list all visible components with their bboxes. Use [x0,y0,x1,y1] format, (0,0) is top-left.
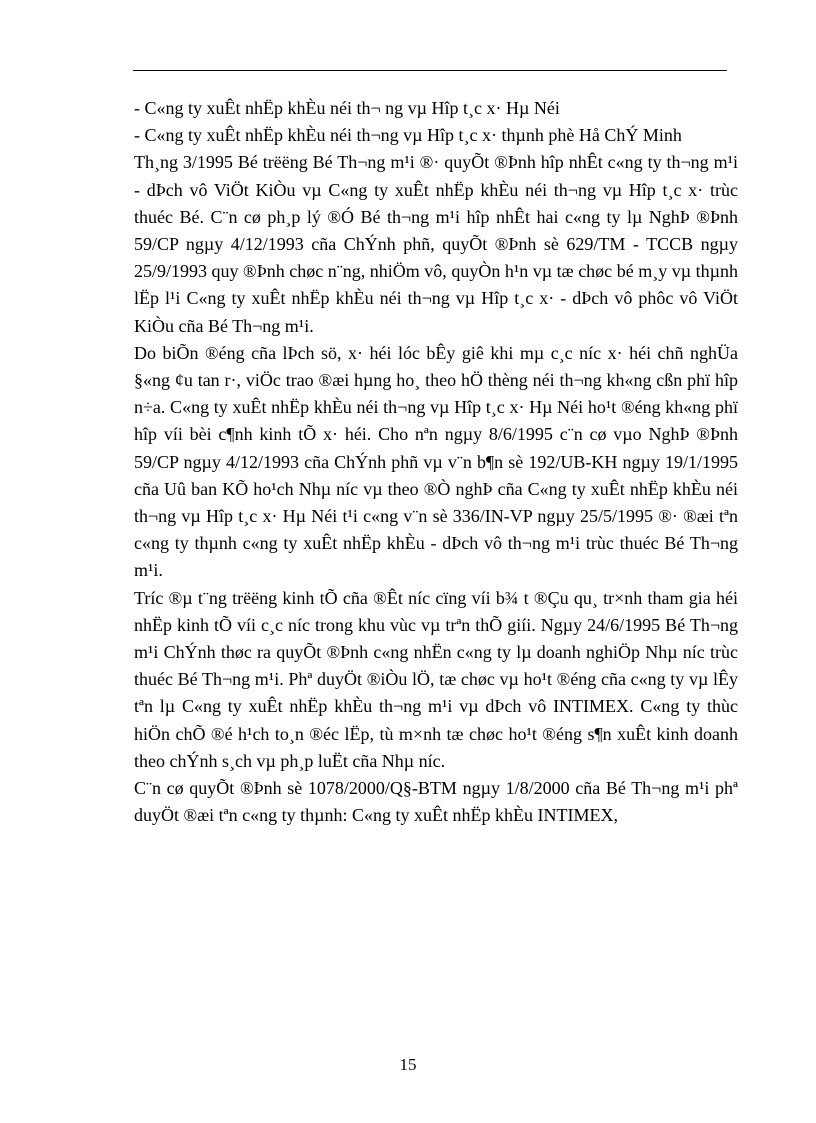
paragraph-bullet-1: - C«ng ty xuÊt nhËp khÈu néi th¬ ng vµ Hîp t¸c x· Hµ Néi [134,98,560,118]
page-number: 15 [399,1055,417,1074]
document-body [134,95,738,829]
header-rule [133,70,727,71]
paragraph-decision-2000: C¨n cø quyÕt ®Þnh sè 1078/2000/Q§-BTM ngµy 1/8/2000 cña Bé Th¬ng m¹i phª duyÖt ®æi tªn c«ng ty thµnh: C«ng ty xuÊt nhËp khÈu INTIMEX, [134,778,738,826]
paragraph-historical-change: Do biÕn ®éng cña lÞch sö, x· héi lóc bÊy giê khi mµ c¸c níc x· héi chñ nghÜa §«ng ¢u tan r·, viÖc trao ®æi hµng ho¸ theo hÖ thèng néi th¬ng kh«ng cßn phï hîp n÷a. C«ng ty xuÊt nhËp khÈu néi th¬ng vµ Hîp t¸c x· Hµ Néi ho¹t ®éng kh«ng phï hîp víi bèi c¶nh kinh tÕ x· héi. Cho nªn ngµy 8/6/1995 c¨n cø vµo NghÞ ®Þnh 59/CP ngµy 4/12/1993 cña ChÝnh phñ vµ v¨n b¶n sè 192/UB-KH ngµy 19/1/1995 cña Uû ban KÕ ho¹ch Nhµ níc vµ theo ®Ò nghÞ cña C«ng ty xuÊt nhËp khÈu néi th¬ng vµ Hîp t¸c x· Hµ Néi t¹i c«ng v¨n sè 336/IN-VP ngµy 25/5/1995 ®· ®æi tªn c«ng ty thµnh c«ng ty xuÊt nhËp khÈu - dÞch vô th¬ng m¹i trùc thuéc Bé Th¬ng m¹i. [134,342,738,581]
paragraph-bullet-2: - C«ng ty xuÊt nhËp khÈu néi th¬ng vµ Hîp t¸c x· thµnh phè Hå ChÝ Minh [134,125,682,146]
paragraph-merger-1995: Th¸ng 3/1995 Bé trëëng Bé Th¬ng m¹i ®· quyÕt ®Þnh hîp nhÊt c«ng ty th¬ng m¹i - dÞch vô ViÖt KiÒu vµ C«ng ty xuÊt nhËp khÈu néi th¬ng vµ Hîp t¸c x· trùc thuéc Bé. C¨n cø ph¸p lý ®Ó Bé th¬ng m¹i hîp nhÊt hai c«ng ty lµ NghÞ ®Þnh 59/CP ngµy 4/12/1993 cña ChÝnh phñ, quyÕt ®Þnh sè 629/TM - TCCB ngµy 25/9/1993 quy ®Þnh chøc n¨ng, nhiÖm vô, quyÒn h¹n vµ tæ chøc bé m¸y vµ thµnh lËp l¹i C«ng ty xuÊt nhËp khÈu néi th¬ng vµ Hîp t¸c x· - dÞch vô phôc vô ViÖt KiÒu cña Bé Th¬ng m¹i. [134,152,738,336]
paragraph-economic-growth: Tríc ®µ t¨ng trëëng kinh tÕ cña ®Êt níc cïng víi b¾ t ®Çu qu¸ tr×nh tham gia héi nhËp kinh tÕ víi c¸c níc trong khu vùc vµ trªn thÕ giíi. Ngµy 24/6/1995 Bé Th¬ng m¹i ChÝnh thøc ra quyÕt ®Þnh c«ng nhËn c«ng ty lµ doanh nghiÖp Nhµ níc trùc thuéc Bé Th¬ng m¹i. Phª duyÖt ®iÒu lÖ, tæ chøc vµ ho¹t ®éng cña c«ng ty vµ lÊy tªn lµ C«ng ty xuÊt nhËp khÈu th¬ng m¹i vµ dÞch vô INTIMEX. C«ng ty thùc hiÖn chÕ ®é h¹ch to¸n ®éc lËp, tù m×nh tæ chøc ho¹t ®éng s¶n xuÊt kinh doanh theo chÝnh s¸ch vµ ph¸p luËt cña Nhµ níc. [134,587,738,771]
